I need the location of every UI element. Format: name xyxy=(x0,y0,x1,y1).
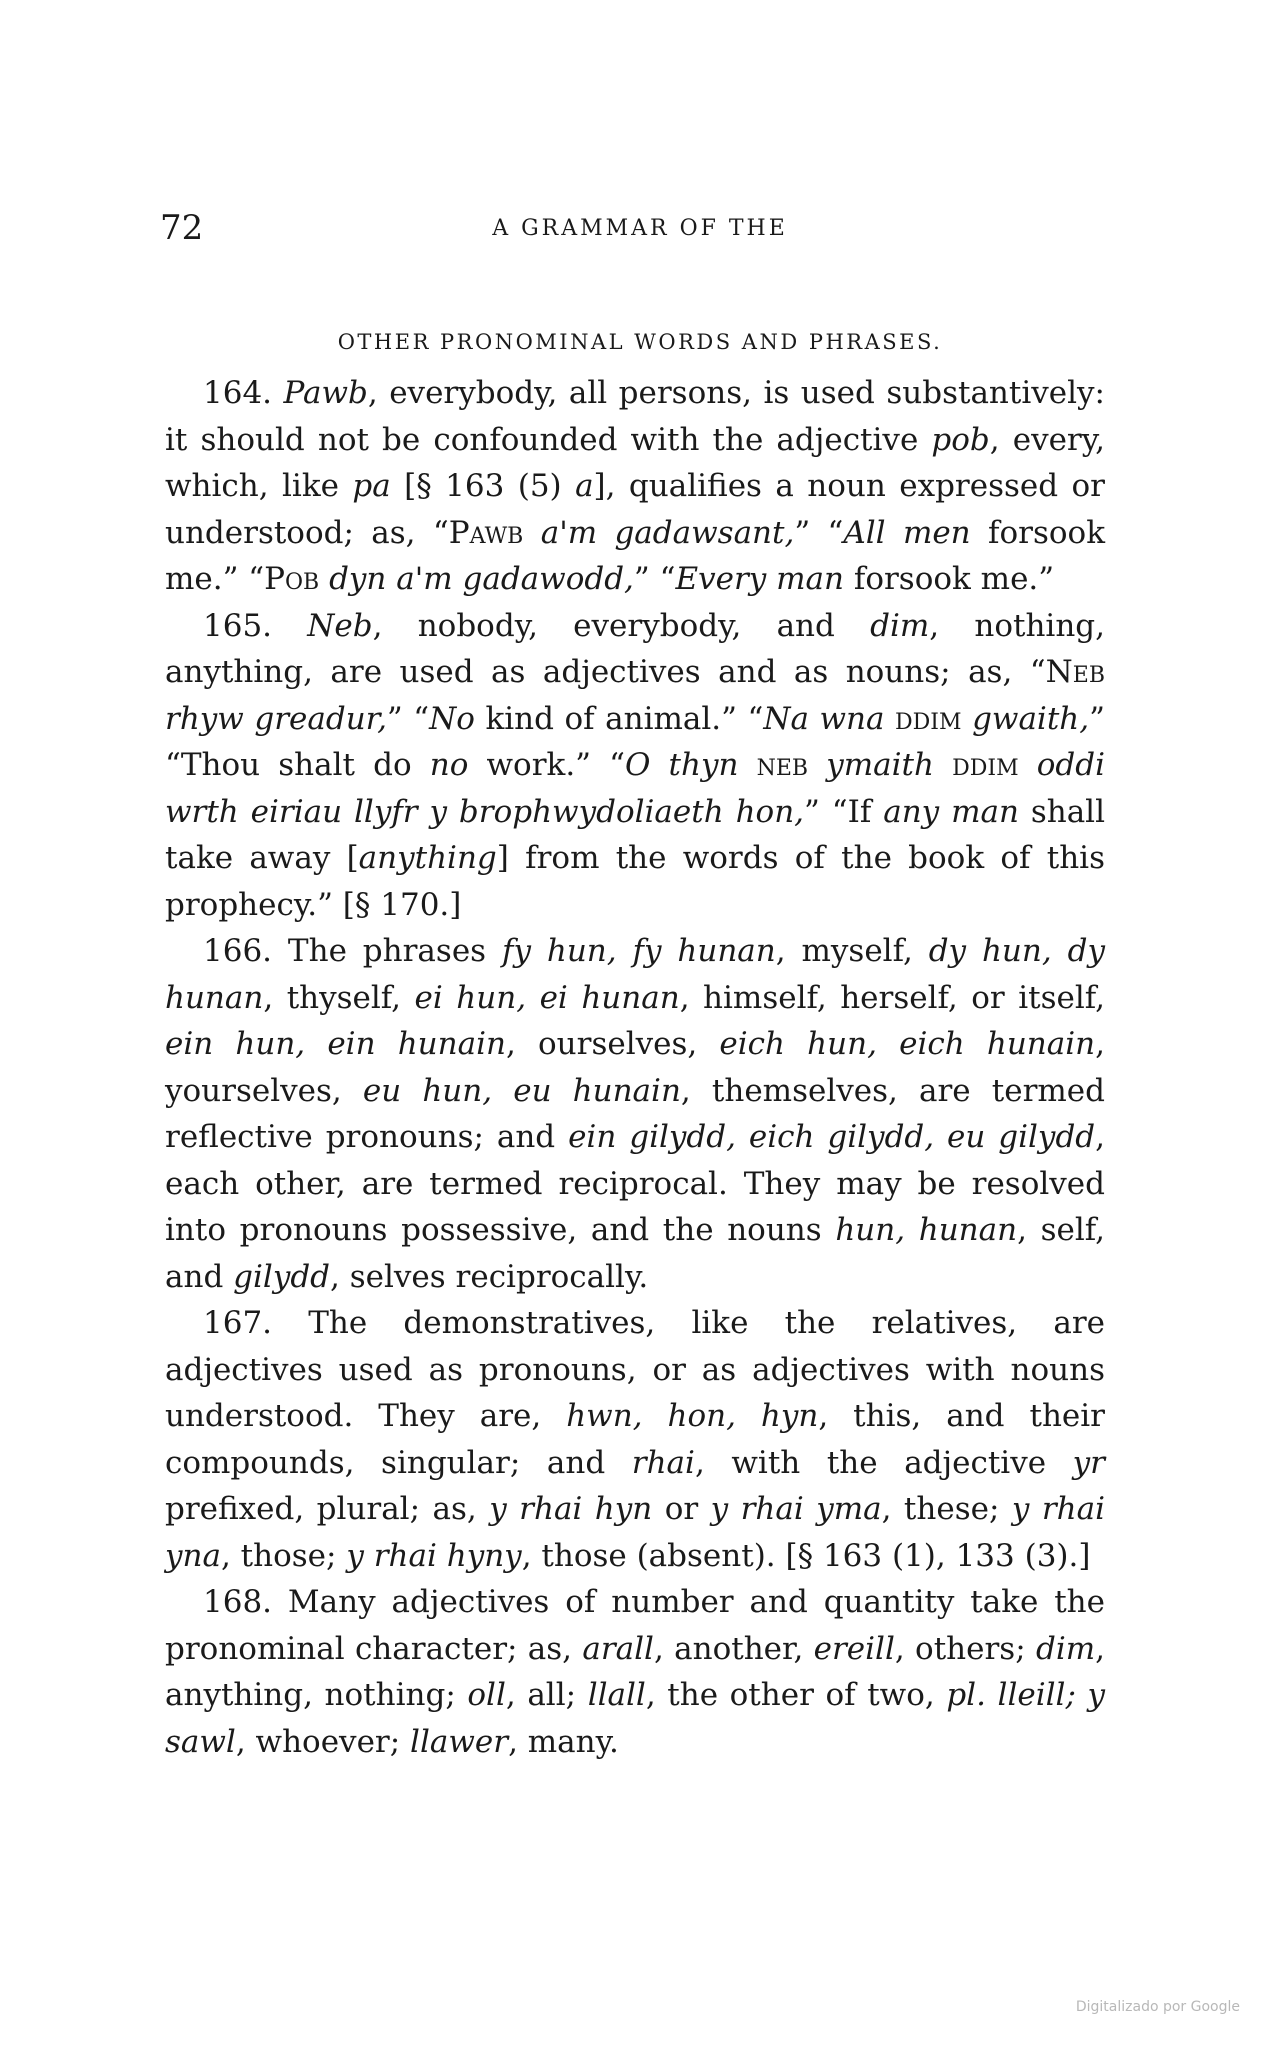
page-number: 72 xyxy=(160,208,204,248)
paragraph-166: 166. The phrases fy hun, fy hunan, myself, dy hun, dy hunan, thyself, ei hun, ei hunan, himself, herself, or itself, ein hun, ein hunain, ourselves, eich hun, eich hunain, yourselves, eu hun, eu hunain, themselves, are termed reflective pronouns; and ein gilydd, eich gilydd, eu gilydd, each other, are termed reciprocal. They may be resolved into pronouns possessive, and the nouns hun, hunan, self, and gilydd, selves reciprocally. xyxy=(165,933,1105,1295)
google-watermark: Digitalizado por Google xyxy=(1075,1999,1240,2015)
section-heading: OTHER PRONOMINAL WORDS AND PHRASES. xyxy=(337,330,943,354)
running-head xyxy=(160,208,1120,252)
paragraph-168: 168. Many adjectives of number and quantity take the pronominal character; as, arall, another, ereill, others; dim, anything, nothing; oll, all; llall, the other of two, pl. lleill; y sawl, whoever; llawer, many. xyxy=(165,1584,1106,1760)
paragraph-165: 165. Neb, nobody, everybody, and dim, nothing, anything, are used as adjectives and as nouns; as, “Neb rhyw greadur,” “No kind of animal.” “Na wna ddim gwaith,” “Thou shalt do no work.” “O thyn neb ymaith ddim oddi wrth eiriau llyfr y brophwydoliaeth hon,” “If any man shall take away [anything] from the words of the book of this prophecy.” [§ 170.] xyxy=(165,607,1106,923)
paragraph-167: 167. The demonstratives, like the relatives, are adjectives used as pronouns, or as adjectives with nouns understood. They are, hwn, hon, hyn, this, and their compounds, singular; and rhai, with the adjective yr prefixed, plural; as, y rhai hyn or y rhai yma, these; y rhai yna, those; y rhai hyny, those (absent). [§ 163 (1), 133 (3).] xyxy=(165,1305,1106,1574)
body-text xyxy=(165,370,1105,1765)
paragraph-164: 164. Pawb, everybody, all persons, is used substantively: it should not be confounded with the adjective pob, every, which, like pa [§ 163 (5) a], qualifies a noun expressed or understood; as, “Pawb a'm gadawsant,” “All men forsook me.” “Pob dyn a'm gadawodd,” “Every man forsook me.” xyxy=(165,375,1106,597)
running-title: A GRAMMAR OF THE xyxy=(492,216,788,241)
